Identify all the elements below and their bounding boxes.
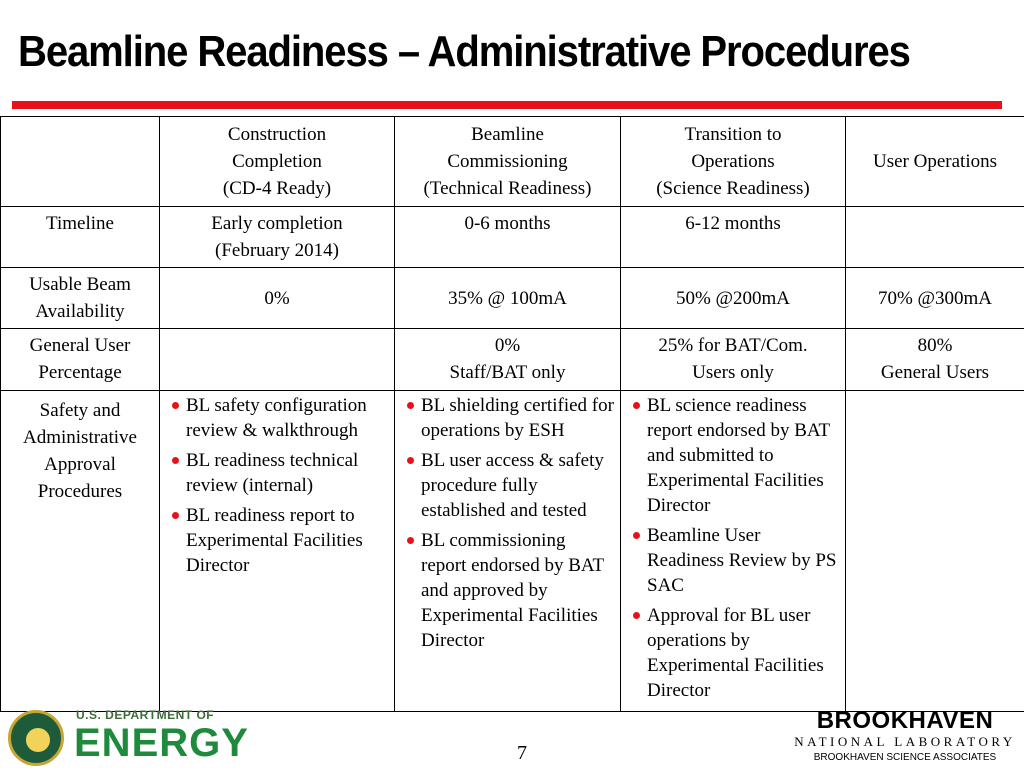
users-commissioning: 0% Staff/BAT only	[395, 329, 621, 391]
safety-transition	[621, 391, 846, 712]
bnl-logo	[792, 708, 1018, 766]
timeline-row	[1, 207, 1024, 268]
header-row	[1, 117, 1024, 207]
users-row	[1, 329, 1024, 391]
beam-transition: 50% @200mA	[621, 268, 846, 329]
bnl-associates: BROOKHAVEN SCIENCE ASSOCIATES	[813, 752, 997, 763]
slide-title: Beamline Readiness – Administrative Procedures	[18, 27, 910, 76]
timeline-commissioning: 0-6 months	[395, 207, 621, 268]
list-item: BL readiness technical review (internal)	[170, 448, 388, 498]
header-transition: Transition to Operations (Science Readiness)	[621, 117, 846, 207]
page-number: 7	[517, 742, 527, 764]
row-label-users: General User Percentage	[1, 329, 160, 391]
safety-construction	[160, 391, 395, 712]
doe-seal-icon	[8, 710, 64, 766]
safety-commissioning-list	[399, 393, 616, 653]
header-user-operations: User Operations	[846, 117, 1024, 207]
list-item: BL readiness report to Experimental Facilities Director	[170, 503, 388, 578]
doe-logo-line1: U.S. DEPARTMENT OF	[76, 708, 215, 722]
users-transition: 25% for BAT/Com. Users only	[621, 329, 846, 391]
beam-commissioning: 35% @ 100mA	[395, 268, 621, 329]
list-item: Approval for BL user operations by Experimental Facilities Director	[631, 603, 839, 703]
timeline-user-operations	[846, 207, 1024, 268]
list-item: BL commissioning report endorsed by BAT and approved by Experimental Facilities Director	[405, 528, 614, 653]
beam-row	[1, 268, 1024, 329]
title-divider	[12, 101, 1002, 109]
safety-construction-list	[164, 393, 390, 578]
list-item: BL shielding certified for operations by ESH	[405, 393, 614, 443]
row-label-safety: Safety and Administrative Approval Procedures	[1, 391, 160, 712]
users-user-operations: 80% General Users	[846, 329, 1024, 391]
safety-commissioning	[395, 391, 621, 712]
list-item: BL safety configuration review & walkthrough	[170, 393, 388, 443]
row-label-beam: Usable Beam Availability	[1, 268, 160, 329]
list-item: Beamline User Readiness Review by PS SAC	[631, 523, 839, 598]
list-item: BL science readiness report endorsed by BAT and submitted to Experimental Facilities Director	[631, 393, 839, 518]
list-item: BL user access & safety procedure fully established and tested	[405, 448, 614, 523]
beam-construction: 0%	[160, 268, 395, 329]
bnl-logo-name: BROOKHAVEN	[816, 707, 994, 734]
users-construction	[160, 329, 395, 391]
doe-logo-line2: ENERGY	[74, 721, 249, 765]
doe-logo	[8, 708, 268, 766]
row-label-timeline: Timeline	[1, 207, 160, 268]
safety-row	[1, 391, 1024, 712]
timeline-transition: 6-12 months	[621, 207, 846, 268]
safety-user-operations	[846, 391, 1024, 712]
header-commissioning: Beamline Commissioning (Technical Readiness)	[395, 117, 621, 207]
header-construction: Construction Completion (CD-4 Ready)	[160, 117, 395, 207]
safety-transition-list	[625, 393, 841, 703]
beam-user-operations: 70% @300mA	[846, 268, 1024, 329]
bnl-logo-subtitle: NATIONAL LABORATORY	[794, 734, 1016, 749]
timeline-construction: Early completion (February 2014)	[160, 207, 395, 268]
corner-cell	[1, 117, 160, 207]
readiness-table	[0, 116, 1024, 712]
